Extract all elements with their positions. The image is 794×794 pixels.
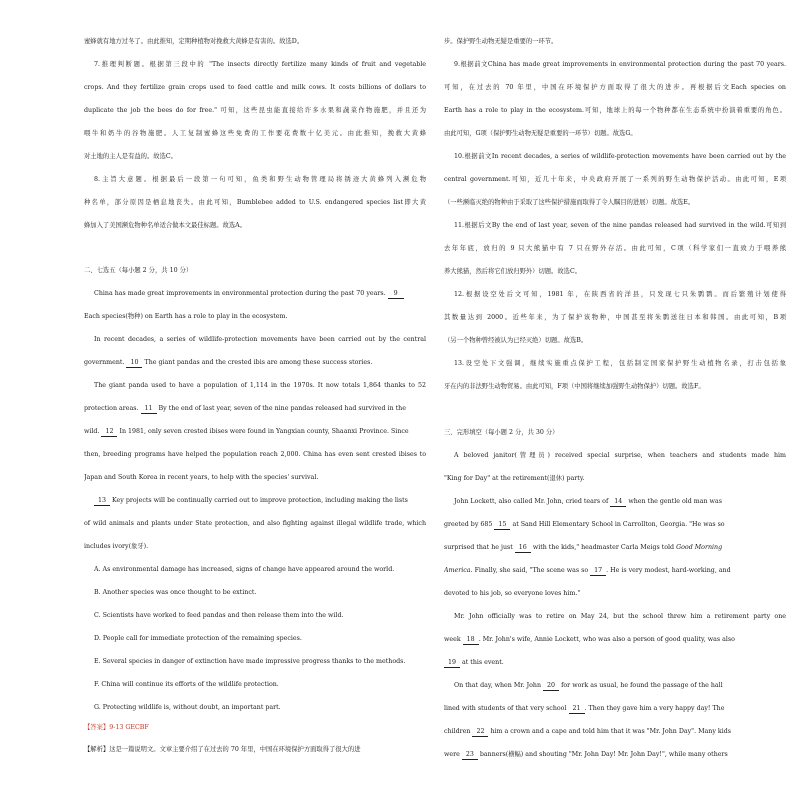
- option-d: D. People call for immediate protection of the remaining species.: [94, 635, 302, 642]
- text-line: 对土地的主人是有益的。故选C。: [84, 153, 177, 160]
- passage-line: "King for Day" at the retirement(退休) party.: [444, 475, 585, 482]
- passage-line: In recent decades, a series of wildlife-protection movements have been carried out by the central: [94, 336, 426, 343]
- passage-line: were 23 banners(横幅) and shouting "Mr. John Day! Mr. John Day!", while many others: [444, 751, 728, 758]
- text-line: 11.根据后文By the end of last year, seven of the nine pandas released had survived in the wild.可知到: [454, 222, 786, 229]
- passage-line: 13 Key projects will be continually carried out to improve protection, including making the lists: [84, 496, 426, 506]
- blank-15: 15: [494, 520, 510, 530]
- blank-16: 16: [515, 543, 531, 553]
- passage-line: of wild animals and plants under State protection, and also fighting against illegal wildlife trade, which: [84, 520, 426, 527]
- blank-23: 23: [462, 750, 478, 760]
- passage-line: week 18 . Mr. John's wife, Annie Lockett, who was also a person of good quality, was also: [444, 636, 735, 643]
- blank-13: 13: [94, 496, 110, 506]
- answer-key: 【答案】9-13 GECBF: [84, 724, 149, 731]
- blank-11: 11: [141, 404, 157, 414]
- text-line: 12.根据设空处后文可知，1981 年，在陕西省的洋县，只发现七只朱鹮鹮。而后繁殖计划使得: [454, 291, 786, 298]
- text-line: 10.根据前文In recent decades, a series of wildlife-protection movements have been carried out by the: [454, 153, 786, 160]
- text-line: （一些濒临灭绝的物种由于采取了这些保护措施而取得了令人瞩目的进展）切题。故选E。: [444, 199, 695, 206]
- blank-9: 9: [388, 289, 404, 299]
- text-line: （另一个物种曾经被认为已经灭绝）切题。故选B。: [444, 337, 588, 344]
- blank-19: 19: [444, 658, 460, 668]
- text-line: 喂牛和奶牛的谷物施肥。人工复制蜜蜂这些免费的工作要花费数十亿美元。由此推知，挽救大黄蜂: [84, 130, 426, 137]
- passage-line: America. Finally, she said, "The scene was so 17 . He is very modest, hard-working, and: [444, 567, 731, 574]
- passage-line: greeted by 685 15 at Sand Hill Elementary School in Carrollton, Georgia. "He was so: [444, 521, 725, 528]
- section-heading: 三、完形填空（每小题 2 分，共 30 分）: [444, 429, 559, 436]
- text-line: 种名单，部分原因是栖息地丧失。由此可知，Bumblebee added to U.S. endangered species list即大黄: [84, 199, 426, 206]
- blank-20: 20: [543, 681, 559, 691]
- blank-17: 17: [590, 566, 606, 576]
- blank-18: 18: [463, 635, 479, 645]
- text-line: 其数量达到 2000。近些年来，为了保护该物种，中国甚至将朱鹮送往日本和韩国。由此可知，B项: [444, 314, 786, 321]
- passage-line: The giant panda used to have a population of 1,114 in the 1970s. It now totals 1,864 thanks to 52: [94, 382, 426, 389]
- text-line: 蜂加入了美国濒危物种名单适合做本文最佳标题。故选A。: [84, 222, 246, 229]
- text-line: 13.设空处下文强调，继续实施重点保护工程，包括制定国家保护野生动植物名录，打击包括象: [454, 360, 786, 367]
- passage-line: includes ivory(象牙).: [84, 543, 149, 550]
- text-line: 步。保护野生动物无疑是重要的一环节。: [444, 38, 558, 45]
- passage-line: protection areas. 11 By the end of last year, seven of the nine pandas released had survived in the: [84, 405, 406, 412]
- text-line: 牙在内的非法野生动物贸易。由此可知，F项（中国将继续加强野生动物保护）切题。故选F。: [444, 383, 705, 390]
- text-line: 可知，在过去的 70 年里，中国在环境保护方面取得了很大的进步。再根据后文Each species on: [444, 84, 786, 91]
- passage-line: surprised that he just 16 with the kids," headmaster Carla Meigs told Good Morning: [444, 544, 723, 551]
- passage-line: devoted to his job, so everyone loves him.": [444, 590, 581, 597]
- text-line: crops. And they fertilize grain crops used to feed cattle and milk cows. It costs billions of dollars to: [84, 84, 426, 91]
- text-line: 养大熊猫，然后将它们放归野外）切题。故选C。: [444, 268, 582, 275]
- section-heading: 二、七选五（每小题 2 分，共 10 分）: [84, 267, 193, 274]
- text-line: 9.根据前文China has made great improvements in environmental protection during the past 70 years.: [454, 61, 786, 68]
- passage-line: China has made great improvements in environmental protection during the past 70 years. 9: [84, 289, 426, 299]
- blank-22: 22: [472, 727, 488, 737]
- option-g: G. Protecting wildlife is, without doubt, an important part.: [94, 704, 281, 711]
- passage-line: 19 at this event.: [444, 658, 786, 668]
- passage-line: lined with students of that very school 21 . Then they gave him a very happy day! The: [444, 705, 725, 712]
- passage-line: children 22 him a crown and a cape and told him that it was "Mr. John Day". Many kids: [444, 728, 731, 735]
- passage-line: government. 10 The giant pandas and the crested ibis are among these success stories.: [84, 359, 373, 366]
- blank-14: 14: [610, 497, 626, 507]
- text-line: 7.推理判断题。根据第三段中的 "The insects directly fertilize many kinds of fruit and vegetable: [94, 61, 426, 68]
- blank-21: 21: [569, 704, 585, 714]
- passage-line: Each species(物种) on Earth has a role to play in the ecosystem.: [84, 313, 288, 320]
- option-b: B. Another species was once thought to be extinct.: [94, 589, 257, 596]
- passage-line: John Lockett, also called Mr. John, cried tears of 14 when the gentle old man was: [454, 498, 722, 505]
- text-line: 蜜蜂就有地方过冬了。由此推知，定期种植物对挽救大黄蜂是有害的。故选D。: [84, 38, 304, 45]
- text-line: 8.主旨大意题。根据最后一段第一句可知，鱼类和野生动物管理局将锈迹大黄蜂列入濒危物: [94, 176, 426, 183]
- text-line: Earth has a role to play in the ecosystem.可知，地球上的每一个物种都在生态系统中扮演着重要的角色。: [444, 107, 786, 114]
- passage-line: wild. 12 In 1981, only seven crested ibises were found in Yangxian county, Shaanxi Province. Since: [84, 428, 409, 435]
- passage-line: On that day, when Mr. John 20 for work as usual, he found the passage of the hall: [454, 682, 723, 689]
- passage-line: then, breeding programs have helped the population reach 2,000. China has even sent crested ibises to: [84, 451, 426, 458]
- blank-12: 12: [101, 427, 117, 437]
- text-line: duplicate the job the bees do for free." 可知，这些昆虫能直接给许多水果和蔬菜作物施肥，并且还为: [84, 107, 426, 114]
- passage-line: A beloved janitor(管理员) received special surprise, when teachers and students made him: [454, 452, 786, 459]
- option-c: C. Scientists have worked to feed pandas and then release them into the wild.: [94, 612, 344, 619]
- passage-line: Mr. John officially was to retire on May 24, but the school threw him a retirement party one: [454, 613, 786, 620]
- option-f: F. China will continue its efforts of the wildlife protection.: [94, 681, 279, 688]
- text-line: 去年年底，放归的 9 只大熊猫中有 7 只在野外存活。由此可知，C项（科学家们一直致力于喂养熊: [444, 245, 786, 252]
- option-e: E. Several species in danger of extinction have made impressive progress thanks to the methods.: [94, 658, 406, 665]
- text-line: central government.可知，近几十年来，中央政府开展了一系列的野生动物保护活动。由此可知，E项: [444, 176, 786, 183]
- option-a: A. As environmental damage has increased, signs of change have appeared around the world.: [94, 566, 395, 573]
- analysis-line: 【解析】这是一篇说明文。文章主要介绍了在过去的 70 年里，中国在环境保护方面取得了很大的进: [84, 746, 361, 753]
- text-line: 由此可知，G项（保护野生动物无疑是重要的一环节）切题。故选G。: [444, 130, 637, 137]
- passage-line: Japan and South Korea in recent years, to help with the species' survival.: [84, 474, 319, 481]
- blank-10: 10: [126, 358, 142, 368]
